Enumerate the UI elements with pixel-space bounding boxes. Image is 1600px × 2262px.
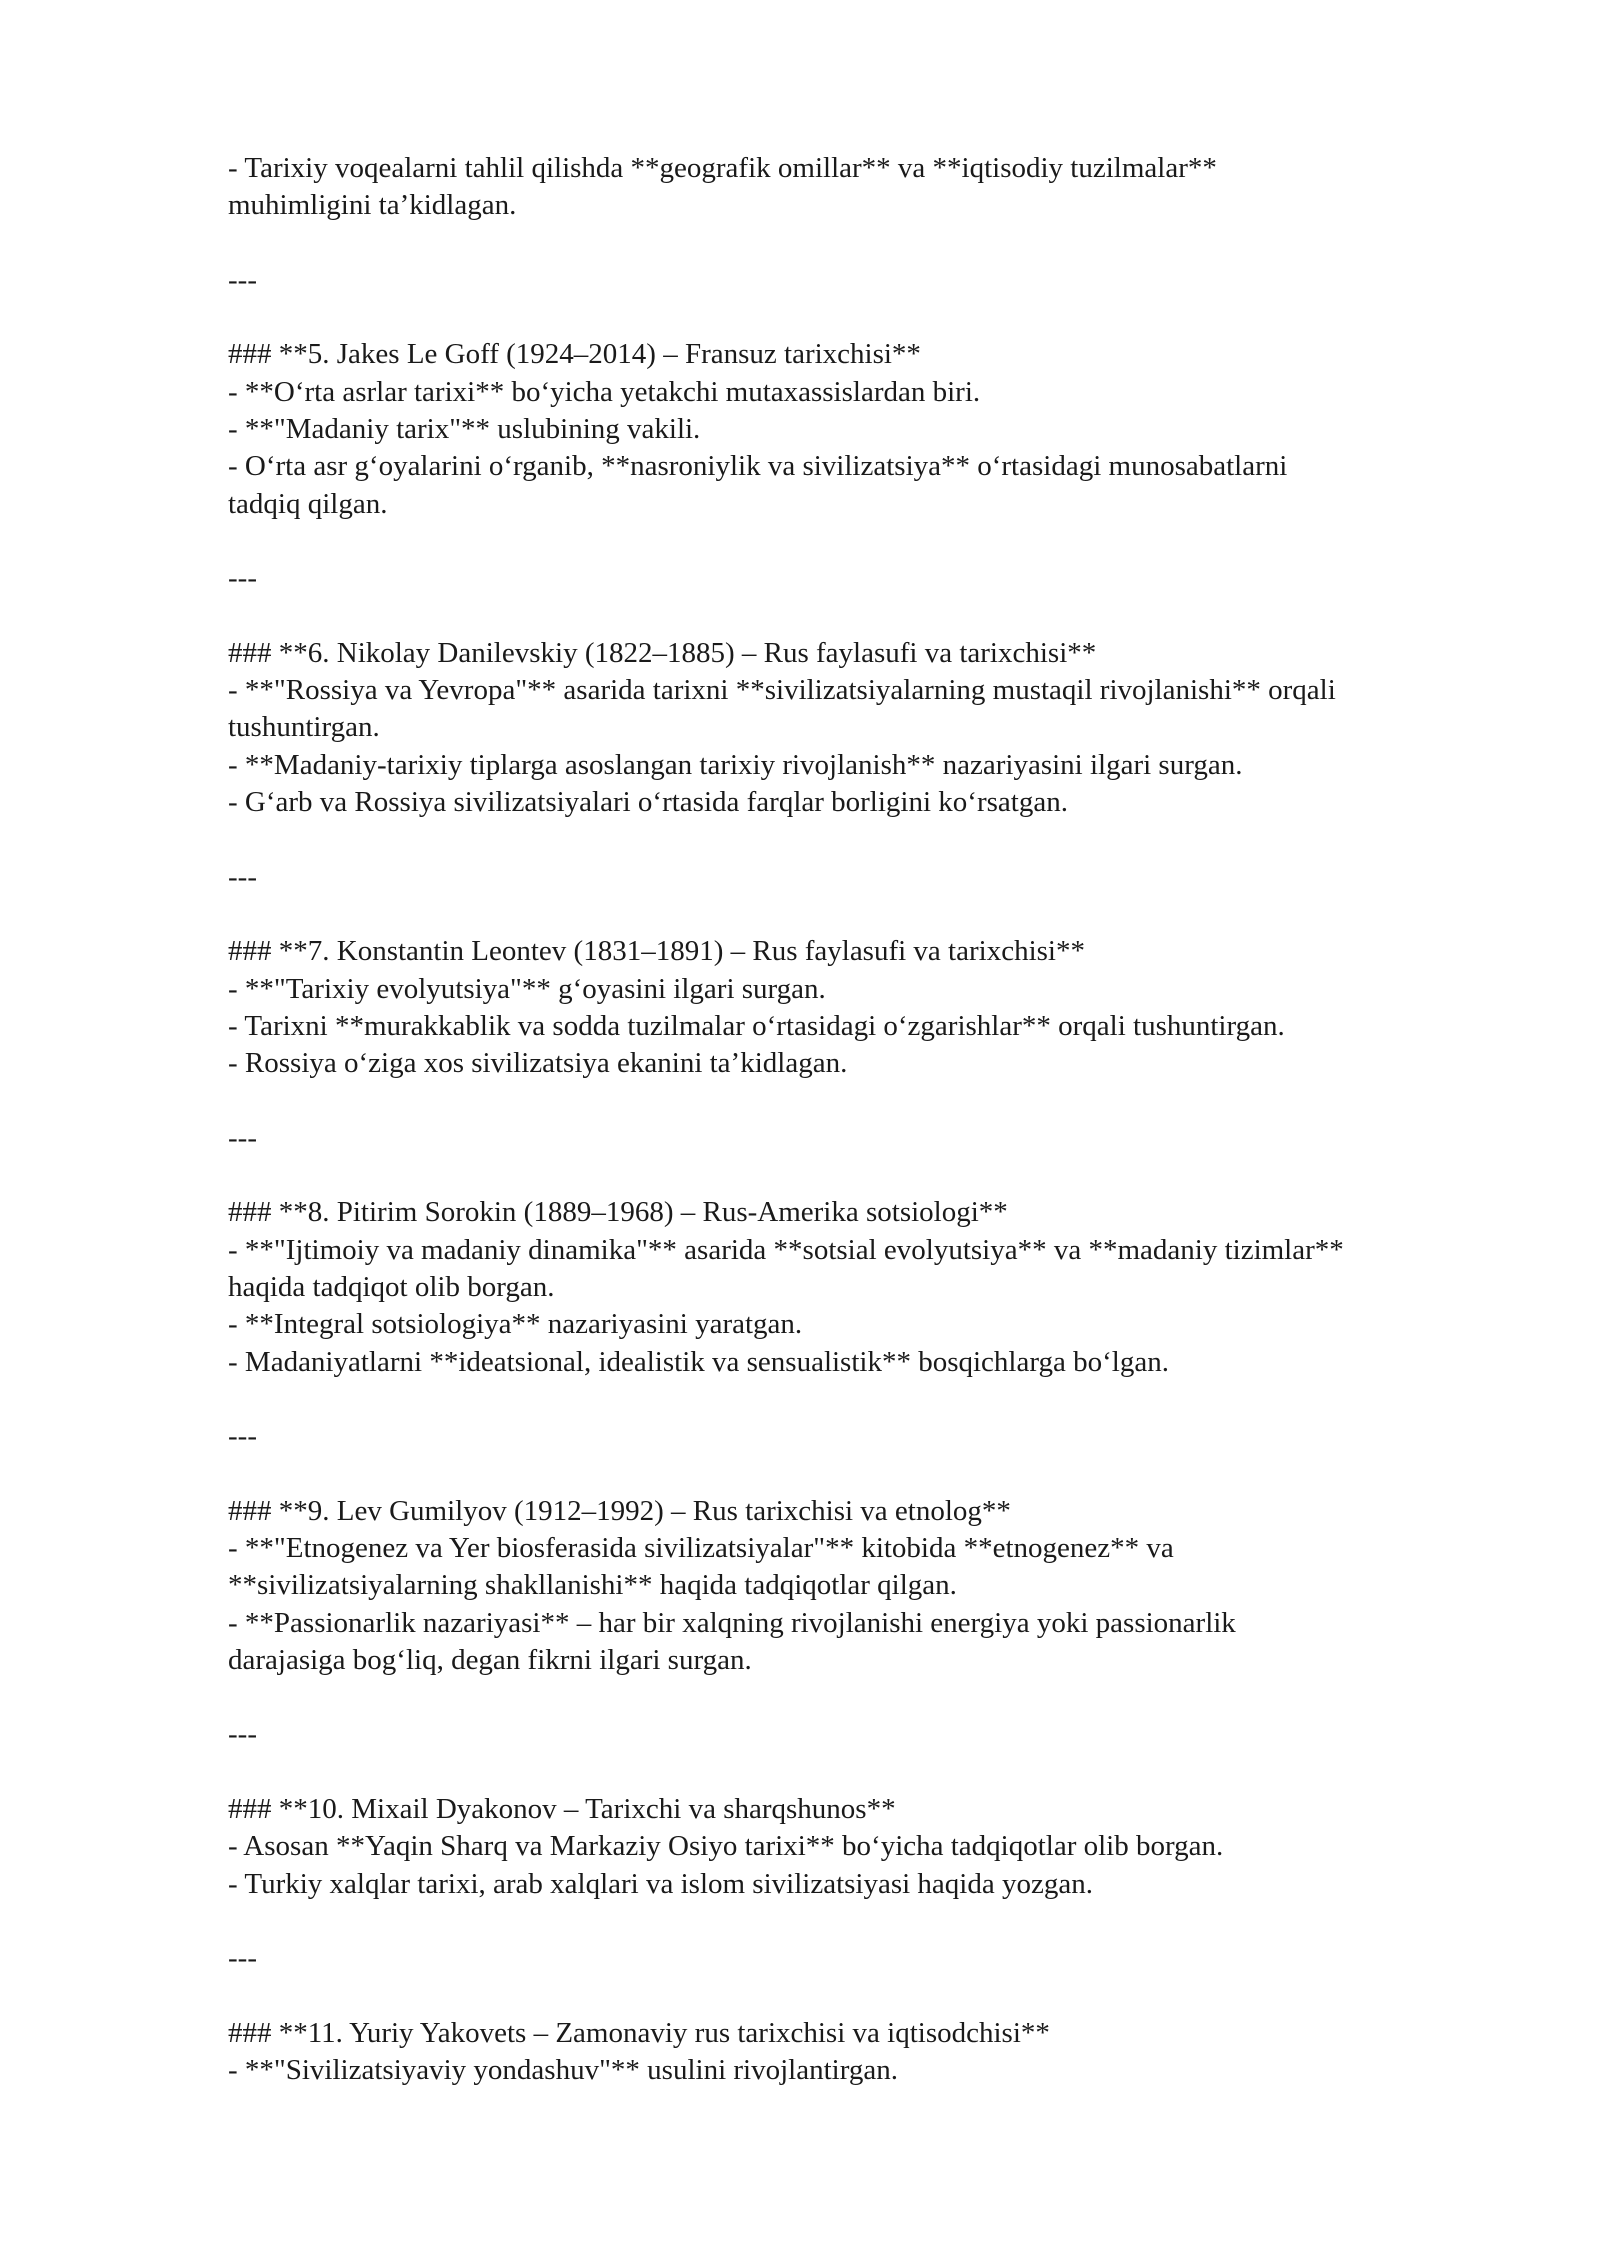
separator: ---: [228, 1942, 257, 1975]
separator: ---: [228, 1121, 257, 1154]
section-heading: ### **7. Konstantin Leontev (1831–1891) – Rus faylasufi va tarixchisi**: [228, 935, 1085, 968]
text-line: - Turkiy xalqlar tarixi, arab xalqlari va islom sivilizatsiyasi haqida yozgan.: [228, 1867, 1093, 1900]
text-line: - G‘arb va Rossiya sivilizatsiyalari o‘rtasida farqlar borligini ko‘rsatgan.: [228, 786, 1068, 819]
text-line: - **O‘rta asrlar tarixi** bo‘yicha yetakchi mutaxassislardan biri.: [228, 375, 981, 408]
blank-line: [228, 1381, 1488, 1418]
blank-line: [228, 1082, 1488, 1119]
blank-line: [228, 299, 1488, 336]
text-line: - **"Tarixiy evolyutsiya"** g‘oyasini ilgari surgan.: [228, 972, 826, 1005]
text-line: - **"Rossiya va Yevropa"** asarida tarixni **sivilizatsiyalarning mustaqil rivojlanishi** orqali: [228, 674, 1336, 707]
section-heading: ### **6. Nikolay Danilevskiy (1822–1885) – Rus faylasufi va tarixchisi**: [228, 636, 1097, 669]
text-line: muhimligini ta’kidlagan.: [228, 189, 517, 222]
section-heading: ### **10. Mixail Dyakonov – Tarixchi va sharqshunos**: [228, 1793, 896, 1826]
separator: ---: [228, 860, 257, 893]
section-heading: ### **5. Jakes Le Goff (1924–2014) – Fransuz tarixchisi**: [228, 338, 921, 371]
text-line: - **"Madaniy tarix"** uslubining vakili.: [228, 413, 701, 446]
blank-line: [228, 1157, 1488, 1194]
text-line: haqida tadqiqot olib borgan.: [228, 1270, 555, 1303]
text-line: - **"Sivilizatsiyaviy yondashuv"** usulini rivojlantirgan.: [228, 2054, 898, 2087]
text-line: - **Madaniy-tarixiy tiplarga asoslangan tarixiy rivojlanish** nazariyasini ilgari surgan.: [228, 748, 1243, 781]
text-line: - **"Etnogenez va Yer biosferasida sivilizatsiyalar"** kitobida **etnogenez** va: [228, 1531, 1174, 1564]
text-line: darajasiga bog‘liq, degan fikrni ilgari surgan.: [228, 1643, 752, 1676]
text-line: - Tarixiy voqealarni tahlil qilishda **geografik omillar** va **iqtisodiy tuzilmalar**: [228, 152, 1217, 184]
text-line: tadqiq qilgan.: [228, 487, 388, 520]
text-line: - Madaniyatlarni **ideatsional, idealistik va sensualistik** bosqichlarga bo‘lgan.: [228, 1345, 1169, 1378]
blank-line: [228, 821, 1488, 858]
blank-line: [228, 1679, 1488, 1716]
blank-line: [228, 1978, 1488, 2015]
text-line: - **Integral sotsiologiya** nazariyasini yaratgan.: [228, 1308, 803, 1341]
blank-line: [228, 1455, 1488, 1492]
section-heading: ### **11. Yuriy Yakovets – Zamonaviy rus tarixchisi va iqtisodchisi**: [228, 2016, 1050, 2049]
text-line: - **"Ijtimoiy va madaniy dinamika"** asarida **sotsial evolyutsiya** va **madaniy tizimlar**: [228, 1233, 1344, 1266]
document-page: [228, 150, 1488, 2089]
blank-line: [228, 896, 1488, 933]
blank-line: [228, 225, 1488, 262]
blank-line: [228, 1903, 1488, 1940]
section-heading: ### **9. Lev Gumilyov (1912–1992) – Rus tarixchisi va etnolog**: [228, 1494, 1011, 1527]
blank-line: [228, 523, 1488, 560]
text-line: - Asosan **Yaqin Sharq va Markaziy Osiyo tarixi** bo‘yicha tadqiqotlar olib borgan.: [228, 1830, 1224, 1863]
text-line: **sivilizatsiyalarning shakllanishi** haqida tadqiqotlar qilgan.: [228, 1569, 957, 1602]
text-line: - Tarixni **murakkablik va sodda tuzilmalar o‘rtasidagi o‘zgarishlar** orqali tushuntirgan.: [228, 1009, 1285, 1042]
text-line: - **Passionarlik nazariyasi** – har bir xalqning rivojlanishi energiya yoki passionarlik: [228, 1606, 1236, 1639]
text-line: tushuntirgan.: [228, 711, 380, 744]
blank-line: [228, 1754, 1488, 1791]
separator: ---: [228, 263, 257, 296]
separator: ---: [228, 1420, 257, 1453]
separator: ---: [228, 562, 257, 595]
section-heading: ### **8. Pitirim Sorokin (1889–1968) – Rus-Amerika sotsiologi**: [228, 1196, 1008, 1229]
separator: ---: [228, 1718, 257, 1751]
text-line: - Rossiya o‘ziga xos sivilizatsiya ekanini ta’kidlagan.: [228, 1047, 848, 1080]
text-line: - O‘rta asr g‘oyalarini o‘rganib, **nasroniylik va sivilizatsiya** o‘rtasidagi munosabatlarni: [228, 450, 1288, 483]
blank-line: [228, 598, 1488, 635]
